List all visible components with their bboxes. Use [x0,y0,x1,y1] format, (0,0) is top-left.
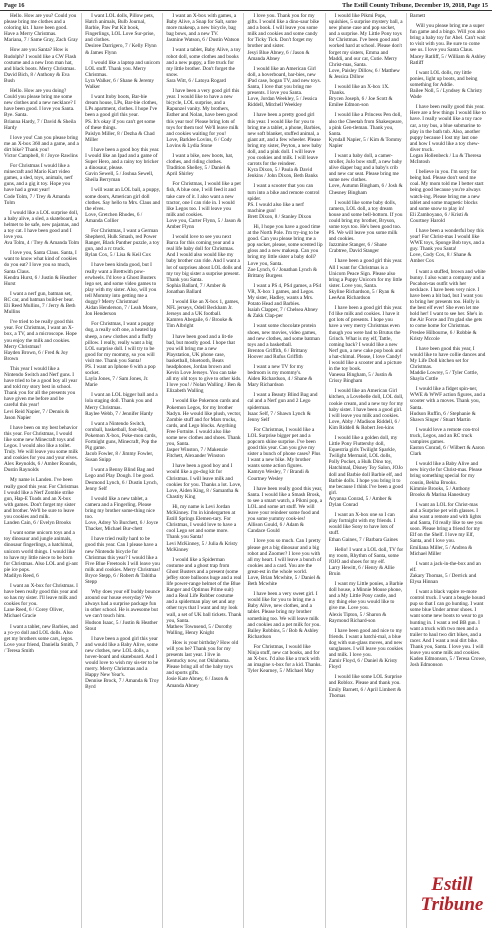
letter-body: I want a scooter that you can turn into a bike and remote control spider. [247,183,320,202]
letter-body: I would love to see you next Barca for this coming year and a real life baby doll for Christmas. And I would also would like my baby brother can ride. And I want a lot of surprises about LOL dolls and my toy big sister a surprise present. Thank you Santa. [166,234,242,283]
letter-to-santa [410,23,486,66]
letter-body: I love you so much. Can I pretty please get a big dinosaur and a big robot and Zoomer? I love you with all my heart. I will leave a bunch of cookies and a card. You are the great-est in the whole world. [247,538,322,575]
letter-to-santa [4,319,79,362]
page-header [0,0,492,11]
letter-to-santa [329,305,404,384]
letter-signature: Love your friend, Daniella Smith, 7 / Teresa Smith [4,641,79,654]
letter-body: I've tried to be really good this year. For Christmas, I want an X-box, a TV, and a microscope. Hope you enjoy the milk and cookies. Merry Christmas! [4,319,77,350]
column-6 [410,13,488,928]
letter-signature: Kyra Dixon, 5 / Paula & David Jenkins / John Dixon, Beth Banks [247,167,318,180]
letter-to-santa [329,628,404,671]
letter-body: I have been good this year, I would like to have collie dances and My Life Doll kitchen set for Christmas. [409,345,486,370]
letter-signature: Love, Jordan Weekley, 5 / Jessica Riddell, Mitchell Weekley [247,96,318,109]
letter-body: Hello. How are you? Could you please bring me clothes and a coloring kit. I have been good. Have a Merry Christmas. [4,13,77,38]
letter-signature: Aidan Henderson, 7 / Leah Moore, Jon Henderson [85,305,158,318]
letter-signature: Macey Ratliff, 5 / William & Ashley Ratliff [409,53,486,66]
letter-to-santa [247,538,322,587]
letter-signature: Jasper Winston, 7 / Makenzie Fitchett, Alexander Winston [166,447,228,460]
letter-body: Hi, my name is Levi Jordan McKinney. I'm in kindergarten at Estill Springs Elemen-tary. For Christmas, I would love to have a cool Lego set and some more. Thank you Santa! [166,503,237,541]
letter-signature: PS. It's okay if you can't get some of these things. [85,118,156,131]
letter-signature: Vanessa Bingham, 5 / Justin & Crissy Bingham [328,372,393,385]
letter-signature: Love, Adrey Yo Burchett, 6 / Joyce Thacker, Michael Bur-chett [85,520,159,533]
letter-signature: Josie Kate Abney, 6 / Jason & Amanda Abney [166,676,229,689]
letter-to-santa [247,392,322,422]
letter-to-santa [85,262,160,317]
letter-signature: Jasmine Watson, 6 / Dustin Watson [166,37,240,44]
letter-to-santa [85,187,160,224]
letter-signature: Isaac Self, 7 / Shawn Lynch & Jenny Self [247,410,311,423]
letter-signature: Victor Campbell, 8 / Joyce Rawlins [4,152,78,159]
letter-signature: Mariana, 7 / Same Gray, Zach Gray [4,37,78,44]
letter-body: I have been good and a lit-tle bad, but mostly good. I hope that you will bring me a new Playstation, UK phone case, basketball, bluetooth, Beats headphones, Jordan brown and Kevin Love Jerseys. You can take all my old toys to give to other kids. [166,333,242,383]
letter-body: I have been kinda good, but I really want a Brettwith pow-erwheels. I'd love a Ghost Busters lego set, and some video games to play with my sister. Also, will you tell Mommy into getting me a doggy? Merry Christmas! [85,262,157,306]
letter-signature: Lane Reed, 6 / Corey Oliver, Michael Gracie [4,607,64,620]
letter-body: I love you. Thank you for my gifts. I would like a dino-saur bike and a book. I will leave you some milk and cookies and some candy for Ticky Tick. Don't forget my brother and sister. [247,13,320,50]
letter-signature: Aryanna Conrad, 5 / Amber & Dylan Conrad [328,495,392,509]
letter-signature: Logan Hollenbeck / Lu & Theresa McIntosh [409,152,482,166]
letter-body: I would like an American Girl doll, a hoverboard, bar-bies, new iPad case, bogan TV, and new toys. Santa, I love that you bring me presents. I love you Santa. [247,65,321,97]
letter-signature: Zakary Thomas, 5 / Derrick and Elysa Hinnan [409,572,477,585]
letter-to-santa [85,536,160,585]
letter-signature: Hayden Brown, 6 / Fred & Joy Brown [4,349,69,362]
letter-signature: Ethan Gaines, 7 / Barbara Gaines [328,536,398,543]
letter-to-santa [4,583,79,620]
letter-body: I have been a good boy and I would like a go-dog kit for Christmas. I will leave milk and cookies for you. Thanks a lot. Love, [166,463,242,488]
letter-to-santa [329,512,404,542]
letter-signature: Landen Cain, 6 / Evelyn Brooks [4,520,71,527]
letter-signature: Sophia Ballard, 7 / Amber & Jonathan Ballard [166,282,226,295]
letter-signature: Love, Autumn Bingham, 6 / Josh & Chesney Bingham [328,183,403,196]
letter-to-santa [410,427,486,457]
letter-to-santa [410,589,486,668]
letter-signature: Brett Dixon, 8 / Stanley Dixon [247,213,312,220]
letter-body: I have been a very good girl this year. I would like to have a new bicycle, LOL surprise, and a Rapunzel vanity. My brothers, Esther and Nolan, have been good this year too! Please bring lots of toys for them too! We'll leave milk and cookies waiting for you! [166,88,240,137]
letter-body: I would like an American Girl kitchen, a Lovebelle doll, LOL doll, cookie cream, and a new toy for my baby sister. I have been a good girl. I will leave you milk and cookies. [328,388,404,419]
letter-to-santa [166,640,241,689]
letter-signature: Kendra Hurst, 6 / Justin & Heather Hurst [4,274,77,287]
letter-body: I want a nerf gun, batman set, RC car, and batman build-er bear. [4,290,74,303]
letter-signature: Love, Barklee Lovins, 6 / Cody Lovins & Lydia Stone [166,136,232,149]
letter-body: For Christmas, I would like Ninja stuff, new cat books, and for an X-box. I'd also like a truck with an imagine x-box for a kid. Thanks. [247,643,322,669]
letter-signature: Eli Reed Mullins, 7 / Jerry & Beth Mullins [4,303,76,316]
letter-body: I would like a laptop and unicorn LOL stuff. Thank you. Merry Christmas. [85,59,161,78]
letter-to-santa [329,258,404,301]
letter-to-santa [410,269,486,342]
letter-to-santa [166,334,241,395]
letter-to-santa [247,13,322,62]
letter-to-santa [247,283,322,320]
letter-signature: Kaden Edmonson, 5 / Teresa Crowe, Josh Edmonson [409,656,486,669]
letter-signature: Jesyi Blue Abney, 6 / Jason & Amanda Abney [247,49,310,62]
letter-to-santa [329,153,404,196]
letter-signature: PS. We will leave you some milk and cookies. [328,230,398,243]
letter-to-santa [247,591,322,640]
letter-signature: Love, Brian Mcwhite, 5 / Daniel & Beth Mcwhite [247,574,321,588]
letter-signature: PS. I would also like a nerf machine gun! [247,201,304,214]
letter-signature: Tyler Kearney, 5 / Michael May [247,668,314,675]
letter-to-santa [410,461,486,498]
letter-signature: Love, Paisley Dillow, 6 / Matthew & Jessica Dillow [328,67,400,80]
letter-signature: Desmond Lynch, 6 / Dustin Lynch, Jenny Self [85,479,158,492]
letter-body: I would like a Spiderman costume and a ghost trap from Ghost Busters and a present (some jeffey store balloons huge and a real life power-range helmet of the Blue Ranger and Optimus Prime suit) and a Real Life Rubber costume and a spiderman play set and any other toys that I want and my look wall, a set of UK ball tickets. Thank you, Santa. [166,556,242,624]
letter-to-santa [329,674,404,698]
letter-body: I want a new TV for my bedroom is my mommy's. [247,363,304,377]
letter-signature: Rylan Cox, 5 / Lisa & Keil Cox [85,252,151,259]
letter-to-santa [329,200,404,255]
letter-to-santa [166,88,241,149]
letter-to-santa [4,425,79,474]
letter-to-santa [329,112,404,149]
letter-body: I want my Little ponies, a Barbie doll house, a Minnie Mouse phone, and a My Little Pony castle, and my thing else you would like to give me. Love you. [328,581,404,612]
letter-signature: Bailey Robbins, 5 / Bob & Ashley Richardson [247,627,319,640]
letter-to-santa [329,388,404,431]
letter-body: How is your birthday? How old will you be? Thank you for my presents last year. I live in Kentucky now, not Oklahoma. Please bring all of the baby toys and sports gifts. [166,639,239,677]
letter-to-santa [410,228,486,265]
letter-signature: Hudson Ruffin, 6 / Stephanie & Shawn Singer / Stuart Martin [409,410,476,423]
letter-body: I would like some baby dolls, camera, LOL doll, a toy dream house and some bell-bottom. If you could bring my brother, Bryson, some toys too. He's been good too. [328,199,403,230]
letter-signature: Gavin Sewell, 5 / Joshua Sewell, Sheila Berryman [85,171,154,184]
letter-body: I want a bike, new boots, hat, clothes, and riding clothes. [166,152,234,166]
letter-body: I have been a very sweet girl. I would like for you to bring me a Baby Alive, new clothes, and a tablet. Please bring my brother something too. We will leave milk and cookies and a pet milk for you. [247,591,321,628]
letter-signature: Kamren Abegaile, 6 / Brooke & Tim Albright [166,317,233,330]
letter-body: I want a baby doll, a camer-stroller, JoJo bow stuff, a new baby alive diaper bag and a baby's crib and new car seat. Please bring me some new clothes. [328,152,403,184]
letter-signature: Alexis Tipton, 5 / Sharon & Raymond Richard-son [328,611,387,624]
letter-body: I want a tablet, Baby Alive, a toy robot doll, some clothes and books and a new puppy, a fire truck for my little brother. Don't forget the snow. [166,47,241,78]
letter-body: I would like a fidget spin-ner, WWE & WWF action figures, and a scooter with a moves. Thank you, Santa. [409,386,486,411]
letter-body: I want a Beauty Blind Bag and cal and a Nerf gun and 2 Lego spiderman. [247,392,318,411]
letter-signature: Larry Hewitt, 6 / Henry & Allie Bruin [328,564,395,577]
letter-body: For Christmas, I want a puppy dog, a really soft one, a heated lap sheep, a new clothes and a fluffy pillow. I really, really want a big LOL surprise doll. I will try to be good for my mommy, so you will visit me. Thank you Santa! [85,321,157,364]
letter-to-santa [4,250,79,287]
letter-to-santa [166,557,241,636]
letter-to-santa [247,644,322,674]
logo-line-estill: Estill [431,874,473,895]
letter-body: I want a Benny Blind Bag and Lego and Play Dough. I be good. [85,467,155,480]
letter-body: I have tried really hard to be good this year. Can I please have a new Nintendo bicycle for Christmas this year? I would like a Five Blue Freetools I will leave you milk and cookies. Merry Christmas! [85,536,161,573]
letter-to-santa [85,60,160,90]
letter-body: I would love a remote con-trol truck, Legos, and an RC truck vampires games. [409,426,480,445]
letter-signature: Levi McKinney, 5 / Julia & Kristy McKinney [166,540,238,553]
estill-tribune-logo [418,864,486,926]
letter-signature: Kamryn Wesley, 7 / Brandi & Courtney Wesley [247,469,310,482]
letter-body: For Christmas, I would like a pet fish, A blue one, I will feed it and take care of it. I also want a new tractor, one I can ride in. I would like Legos too. I will leave you milk and cookies. [166,181,241,218]
letter-to-santa [247,486,322,535]
letter-body: Hello! I want a LOL doll, TV for my room, Rhythm of Santa, some JOJO and shoes for my elf. [328,546,404,565]
letter-signature: Allison Gould, 6 / Adam & Candace Gould [247,522,304,535]
column-4 [247,13,325,928]
letter-signature: Isaiah Clapper, 7 / Chelsea Abney & Zakk Clap-per [247,307,318,320]
letter-body: I want an X-box for Christmas. I have been really good this year and so has my sister. I'll leave milk and cookies for you. [4,582,78,608]
letter-to-santa [410,13,486,19]
column-2 [85,13,163,928]
letter-body: This year I would like a Nintendo Switch and Nerf guns. I have tried to be a good boy all year and told my story best in school. Thank you for all the presents you have given me before and be careful this year! [4,365,78,409]
letter-signature: Jazzmine Stanger, 6 / Shane Crabtree, David Stanger [328,242,387,255]
letter-signature: Tradition Shelley, 5 / Daniel & April Shirley [166,165,231,178]
letter-signature: Kimmie Brooks, 5 / Anthony Brooks & Marina Hanesbury [409,485,471,498]
logo-line-tribune: Tribune [420,894,484,915]
letter-to-santa [4,47,79,84]
letter-signature: Sara Witt, 6 / Latoya Rogard [166,77,226,84]
letter-signature: Barnett [409,13,426,19]
letter-to-santa [85,228,160,258]
letter-to-santa [166,47,241,84]
letter-to-santa [4,624,79,654]
letter-body: I want Itoby boots, Bar-bie dream house, LPs, Bar-bie clothes, LPs apartment, clothes. I hope I've been a good girl this year. [85,94,158,119]
letter-signature: Skyline Richardson, 5 / Ryan & LeeAnn Richardson [328,288,395,302]
letter-signature: Eli Zamboyano, 6 / Kristi & Courtney Harold [409,211,469,224]
letter-signature: Aiden Richardson, 4 / Shane & Mary Richardson [247,376,313,389]
letter-signature: Ava Tolm, 4 / Trey & Amanda Tolm [4,240,80,247]
letter-signature: Thank you, Santa. I love you. I will leave you some milk and cookies. [409,643,484,656]
letter-body: I have been really good this year, Santa. I would like a Smash Brosk, to see a smart watch, a Pikmi pop, a LOL and some art stuff. We will leave your reindeer some food and you some yummy cook-ies! [247,485,323,523]
letter-to-santa [329,13,404,80]
letter-body: I want an LOL bigger ball and a lola staging doll. Thank you and Merry Christmas. [85,392,158,411]
letter-signature: Bailee Noll, 5 / Lyndsey & Christy Wade [409,88,483,101]
header-left: Page 16 [4,1,25,9]
column-3 [166,13,244,928]
letter-to-santa [166,181,241,230]
letter-body: Hello. How are you doing? Could you please bring me some new clothes and a new necklace? I have been good. I love you Santa. Bye. Santa. [4,88,76,119]
letter-body: I want LOL dolls, my little ponies, light up boots, and being something for Addie. [409,69,478,88]
letter-signature: Zoe Lynch, 6 / Jonathan Lynch & Brittany Burgess [247,266,318,279]
letter-to-santa [85,94,160,143]
letter-body: I would like a LOL surprise doll, a baby alive, a sled, a skateboard, a helmet to be safe, new pajamas, and a toy cat. I have been good and I love you. [4,209,79,241]
letter-to-santa [247,112,322,179]
header-title: The Estill County Tribune, December 19, 2018, Page 15 [342,1,488,9]
letter-body: I would like an X-box 1X. Thanks. [328,84,390,97]
letter-signature: Mathew Townsend, 5 / Dorothy Walling, Henry Knight [166,623,233,636]
letter-body: I have been a good girl this year. All I want for Christmas is a Unicorn Peace Sign. Please also bring a Puppy Unicorn for my little sister. Love you, Santa. [328,258,403,289]
letter-to-santa [410,169,486,224]
letter-signature: Preslee Hilbourne, 6 / Robbie & Kristy Mccole [409,329,477,342]
letter-signature: Love, Abby / Madison Riddell, 6 / Kim Riddell & Robert Jen-kins [328,418,400,431]
letter-to-santa [410,561,486,585]
letter-signature: PS. I want an Iphone 6 with a pop socket. [85,363,156,377]
letter-body: Will you please bring me a super fun game and a bingo. Will you also bring a baby toy for Abel. Can't wait to visit with you. Be sure to come see us. I love you Santa Claus. [409,23,486,54]
letter-body: I would like Pokemon cards and Pokemon Legos, for my brother Nadyn. He would like plush, vector, Zombie stuff and for Mars trucks, cards, and Lego blocks. Anything Free Fortnite. I would also like some new clothes and shoes. Thank you, Santa. [166,398,242,448]
letter-body: I would like Pikmi Pops, squishies, 5 surprise mystery ball, a new phone case and pop socket, and a surprise. My Little Pony toys for Christmas. I've been good and worked hard at school. Please don't forget my sisters, Emma and Maddi, and our cat, Cutie. Merry Christ-mas, Santa. [328,13,403,68]
letter-signature: Code Tolm, 7 / Trey & Amanda Tolm [4,193,70,206]
letter-body: Hi, I hope you have a good time at the North Pole. I'm try-ing to be good. Can you please bring me a pop socket, please, some scented lip gloss and a new makeup. Can you bring my little sister a baby doll? Love you, Santa. [247,224,323,267]
letter-body: For Christmas, I want a German Shepherd, Hulk Smash, red Power Ranger, Black Panther puzzle, a toy gun, and a rc truck. [85,228,160,253]
column-1 [4,13,82,928]
letter-signature: Love, Gretchen Rhodes, 6 / Amanda Collier [85,211,143,224]
letter-to-santa [85,147,160,184]
letter-to-santa [85,496,160,533]
letter-to-santa [247,66,322,109]
letter-signature: Love you, Carter Flynn, 5 / Jason & Amber Flynn [166,217,242,230]
letter-body: I have been good and nice to my friends. I want a hatchi-mal, a blue dog with sun-glass moves, and new sunglasses. I will leave you cookies and milk. I love you. [328,627,403,659]
letter-to-santa [85,467,160,491]
letter-to-santa [166,234,241,295]
letter-body: My name is Landen. I've been really good this year. For Christmas I would like a Nerf Zombie strike gun, Hap-E Toads and an X-box with games. Don't forget my sister and brother. We'll be sure to leave you cookies and milk. [4,477,79,521]
letter-to-santa [85,392,160,416]
letter-body: I want an X-box one so I can play fortnight with my friends. I would like Sony to have lots of stuff. [328,512,396,537]
letter-to-santa [4,163,79,206]
letter-to-santa [329,581,404,624]
letter-to-santa [410,386,486,423]
letter-to-santa [85,421,160,464]
letter-body: I would like a new tablet, a camera and a Fingerling. Please bring my brother some-thing nice too. [85,495,155,521]
letters-columns [4,13,488,928]
letter-to-santa [329,84,404,108]
letter-body: I have been a good girl this year and would like a Baby Alive, some new clothes, new LOL dolls, a hover-board and skateboard. And I would love to wish my sis-ter to be merry. Merry Christmas and a Happy New Year's. [85,635,159,679]
letter-to-santa [166,398,241,459]
letter-body: I have been really good this year. Here are a few things I would like to have. I really would like a toy race car, a toy bus, a blue submarine to play in the bath tub. Also, another puppy because I lost my last one and how I would like a toy chew-diver truck. [409,104,486,153]
letter-signature: Brianna Hardy, 7 / David & Sheila Hardy [4,118,76,131]
letter-signature: Brenton Griffith, 6 / Brittany Hoover and Rufus Griffith [247,347,308,360]
letter-signature: Hudson Isaac, 5 / Justin & Heather Stout [85,619,158,632]
letter-to-santa [4,366,79,421]
letter-to-santa [329,547,404,577]
letter-body: I believe in you. I'm sorry for being bad. Please don't send me coal. My mom told me I better start being good because you're always watch-ing. Please bring me a new tablet and some magnetic blocks and some snow to play in! [409,169,484,212]
letter-signature: Kyndall Napier, 5 / Kim & Tommy Napier [328,136,402,149]
letter-body: I have been a pretty good girl this year. I would like for you to bring me a tablet, a phone, Barbies, new soft blanket, stuffed animal, a giant art, and a few wheeler. Please bring my sister, Peyton, a new baby doll, and a pink doll. I will leave you cookies and milk. I will leave carrots for the reindeer. [247,112,322,168]
letter-signature: Dennise Brock, 7 / Amanda & Troy Byrd [85,678,160,691]
letter-to-santa [85,321,160,388]
letter-to-santa [4,477,79,526]
letter-body: I would like a Baby Alive and new bicycle for Christ-mas. Please bring something special for my cousin, Bekha Brooks. [409,461,482,486]
letter-to-santa [4,530,79,579]
letter-signature: Bryce Stepp, 6 / Robert & Tabitha Stepp [85,572,157,585]
letter-to-santa [247,183,322,220]
letter-to-santa [410,104,486,165]
letter-body: I have been on my best behavior this year. For Christmas, I would like some new Minecraft toys and Legos. I would also like a toilet. Truly. We will leave you some milk and cookies for you and your elves. [4,424,79,462]
letter-to-santa [247,427,322,482]
letter-body: I want a jack-in-the-box and an elf. [409,560,481,573]
letter-body: I want a tablet, new Barbies, and a yo-yo doll and LOL dolls. Also get my brothers some cars, legos. [4,623,78,642]
letter-signature: I love you! / Nolan Walling / Ben & Elizabeth Walling [166,382,242,395]
letter-signature: Raylee Webb, 7 / Jennifer Hardy [85,410,153,417]
letter-signature: Desiree Darrigero, 7 / Kelly Flynn & James Flynn [85,43,157,56]
letter-body: Why does your elf buddy bounce around our house everyday? We always had a surprise package fun in other school. He is awesome but we can't touch him. [85,589,161,620]
letter-signature: Zamir Floyd, 6 / Daniel & Kristy Floyd [328,658,398,671]
letter-to-santa [4,88,79,131]
letter-signature: David Bich, 8 / Anthony & Eva Bush [4,71,70,84]
letter-to-santa [166,13,241,43]
letter-body: I would like an X-box 1, games, NFL jerseys, Odell Beckham Jr. Jerseys and a UK football. [166,299,240,318]
letter-to-santa [166,153,241,177]
letter-body: I love you, Santa Claus. Santa, I want to know what kind of cookies do you eat? I love you so much, Santa Claus. [4,250,77,275]
letter-body: I want a Nintendo Switch, cornball, basketball, foot-ball, Pokemon X-box, Poke-mon cards, Fortnight guns, Minecraft, Pop the Pig game. [85,420,157,452]
letter-signature: Love, Cody Cox, 8 / Shane & Amber Cox [409,252,472,265]
letter-signature: Jacob Fowler, 8 / Jimmy Fowler, Susan Snipp [85,451,154,464]
letter-body: I love you! Can you please bring me an X-box 360 and a game, and a dirt bike? Thank you! [4,134,79,153]
letter-to-santa [247,224,322,279]
letter-signature: Emily Barnett, 6 / April Limbert & Thomas [328,686,402,699]
letter-signature: Brycen Joseph, 6 / Joe Scott & Emilee Edmon-son [328,96,393,109]
letter-to-santa [247,323,322,360]
letter-body: I want a black vapire re-mote control truck. I want a beagle hound pup so that I can go hunting. I want some blue Under armor shoes. I want some new boots to wear to go hunting in. I want a red BB gun. I want a truck with two men and a trailer to haul two dirt bikes, and a racer. And I want a real dirt bike. [409,589,485,644]
letter-to-santa [85,589,160,632]
letter-to-santa [410,502,486,557]
column-5 [329,13,407,928]
letter-signature: Love, Aiden King, 8 / Samantha & Chastity King [166,487,239,500]
letter-body: I want LOL dolls, Pillow pets, Hatch animals, Bulb Journal, Barbie, Paw Pat Kit book, Fingerlings, LOL Love Sur-prise, and clothes. [85,13,155,44]
letter-body: I would like a golden doll, my Little Pony Fluttershy doll, Equestria girls Twilight Sparkle, Twilight Mermaid, LOL dolls, Polly Pocket, a Hulk Dino toy, Hatchimal, Disney Toy Salon, JOJo doll and Barbie doll Barbie elf, and Barbie dolls. I hope you bring it to me because I think I've been a good girl. [328,435,403,496]
letter-to-santa [410,346,486,383]
letter-signature: Emiliana Miller, 5 / Andrea & Michael Miller [409,544,473,557]
letter-to-santa [85,13,160,56]
letter-body: I have been a wonderful boy this year! For Christ-mas I would like WWE toys, Sponge Bob toys, and a guy. Thank you Santa! [409,228,485,253]
letter-signature: Alex Reynolds, 6 / Amber Rounds, Dustin Raynolds [4,461,77,474]
letter-signature: Layla Jones, 7 / Sam Jones, Jr. Marie [85,376,149,389]
letter-body: I would like a Princess Pen doll, also the Cheetah from Shakespeare, a pink Gen-tleman. Thank you, Santa. [328,112,403,137]
letter-body: I want a PS 4, PS4 games, a PS4 VR, X-box 1 games, and Legos. My sister, Hadley, wants a Mrs. Potato Head and Barbies. [247,282,322,308]
letter-to-santa [410,70,486,100]
letter-body: I want an LOL for Christ-mas and a Surprise pet with glasses. I also want a remote and with lights and Santa, I'd really like to see you soon. Please bring a friend for my Elf on the Shelf. I love my Elf, Santa, and I love you. [409,501,483,545]
letter-to-santa [4,210,79,247]
letter-body: How are you Santa? How is Rudolph? I would like a CW Flash costume and a new Iron man hat, and black boots. Merry Christmas. [4,47,77,72]
letter-signature: Paislyn Miller, 8 / Dezha & Chad Miller [85,130,155,143]
letter-to-santa [329,435,404,508]
letter-signature: Maddie Lowrey, 5 / Tyler Cottle, Shayla Cottle [409,370,479,383]
letter-to-santa [166,504,241,553]
letter-body: I will want an LOL ball, a puppy, some doors, American girl doll clothes. Say hello to Mrs. Claus and the elves. [85,187,161,212]
letter-signature: Lyra Walker, 6 / Shane & Jeremy Walker [85,77,155,91]
letter-body: I want an X-box with games, a Baby Alive, a Snap for Salt, some more makeup, a new bicycle, bag bag bows, and a new TV. [166,13,237,38]
letter-body: For Christmas, I would like a LOL Surprise bigger pet and a popcorn shine surprise. I've been good this year. Can you give my sister a bunch of phone cases? Plus I want a new bike. My brother wants some action figures. [247,426,321,470]
letter-to-santa [4,291,79,315]
letter-body: For Christmas I would like a minecraft and Mario Kart video games, a sled, toys, animals, nerf guns, and a gig it toy. Hope you have had a great year! [4,163,73,194]
letter-body: I want some chocolate protein shoes, new movies, video games, and new clothes, and some batman toys and a basketball. [247,323,320,348]
letter-signature: Madilyn Reed, 6 [4,572,39,579]
letter-signature: Easton Conrad, 6 / Wilbert & Aaron Clark [409,445,485,458]
letter-body: I want a stuffed, brown and white bunny. I also want a company and a Pocahon-tas outfit with her necklace. I have been very nice. I have been a bit bad, but I want you to bring her presents too. Holly is the best elf ever! She even let me hold her! I want to see her. She's in the Air Force and I'm glad she gets to come home for Christmas. [409,268,486,330]
letter-to-santa [4,13,79,43]
letter-body: I have been a good boy this year. I would like an Ipad and a game of Super Hero, and a rainy toy bricker a dinosaur, please. [85,146,160,172]
letter-to-santa [247,364,322,388]
letter-to-santa [166,299,241,329]
letter-to-santa [166,463,241,500]
letter-body: I have been a good girl this year. I'd like milk and cookies. I have it got lots of presents. I hope you have a very merry Christmas even though you were bad to Brutus the Grinch. What is my elf, Tattle, coming back? I would like a new Nerf gun, a new cake pop book and a hat-chimal. Please, I love Candy! I would like a scooter and a picture in the toy book. [328,305,403,373]
letter-body: I want some unicorn toys and a toy dinosaur and jungle animals, dinosaur fingerlings, a hatchimal, unicorn world things. I would like to have my little niece to be born for Christmas. Also LOL and gi-ant pie ice pops. [4,530,78,573]
letter-body: I would like some LOL Surprise and Roblox. Please and thank you. [328,674,402,687]
letter-to-santa [4,135,79,159]
letter-to-santa [85,636,160,691]
letter-signature: Levi Reid Napier, 7 / Dennis & Jason Napier [4,408,70,421]
